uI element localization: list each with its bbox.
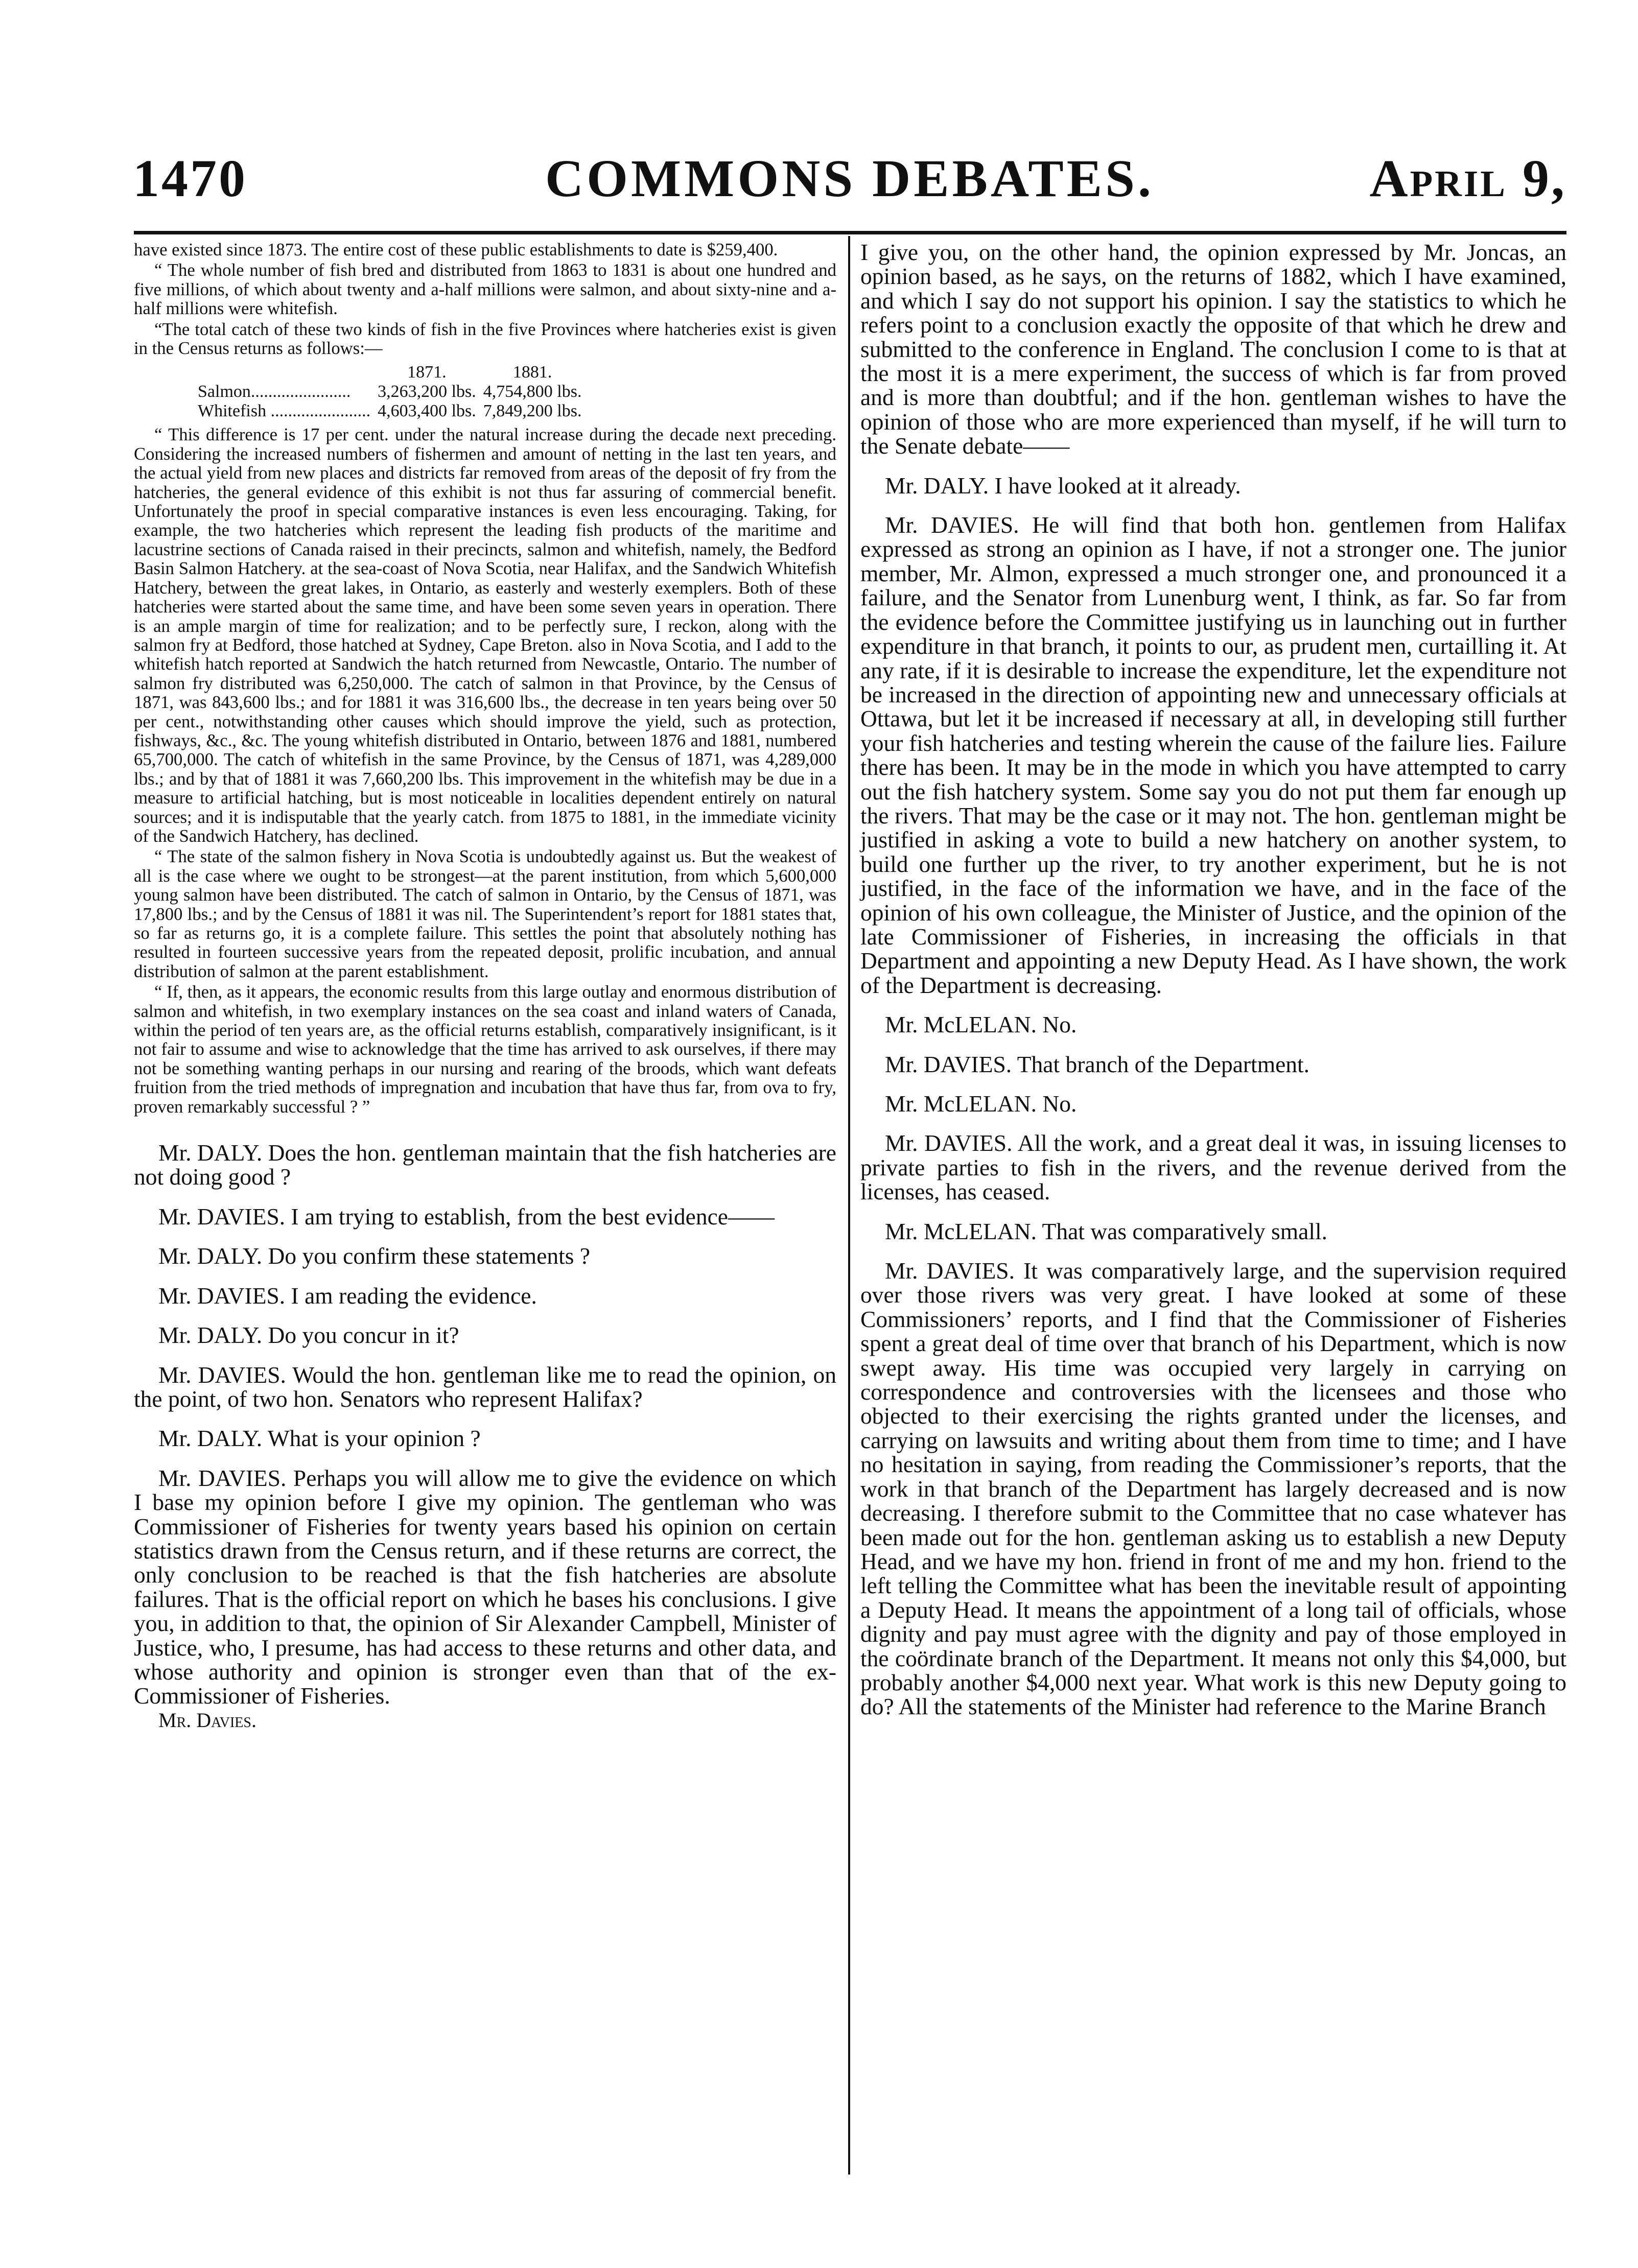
speech-paragraph: Mr. DALY. What is your opinion ? bbox=[158, 1425, 481, 1452]
quote-paragraph: “ The state of the salmon fishery in Nova Scotia is undoubtedly against us. But the weakest of all is the case where we ought to be strongest—at the parent institution, from which 5,600,000 young salmon have been distributed. The catch of salmon in Ontario, by the Census of 1871, was 17,800 lbs.; and by the Census of 1881 it was nil. The Superintendent’s report for 1881 states that, so far as returns go, it is a complete failure. This settles the point that absolutely nothing has resulted in fourteen successive years from the repeated deposit, prolific incubation, and annual distribution of salmon at the parent establishment. bbox=[134, 846, 836, 981]
speech-paragraph: Mr. DAVIES. I am reading the evidence. bbox=[158, 1282, 537, 1309]
row-value: 3,263,200 lbs. bbox=[378, 382, 476, 401]
header-rule bbox=[134, 231, 1566, 234]
column-divider bbox=[848, 236, 850, 2175]
debate-left bbox=[134, 1141, 836, 1732]
page-date: April 9, bbox=[1369, 149, 1566, 208]
table-row bbox=[198, 382, 589, 401]
row-label: Whitefish ....................... bbox=[198, 401, 371, 421]
row-label: Salmon....................... bbox=[198, 382, 351, 401]
debate-right bbox=[860, 240, 1566, 1719]
year-1881-header: 1881. bbox=[512, 363, 552, 382]
speech-paragraph: Mr. DAVIES. Would the hon. gentleman like me to read the opinion, on the point, of two hon. Senators who represent Halifax? bbox=[134, 1361, 836, 1412]
quote-paragraph: “The total catch of these two kinds of fish in the five Provinces where hatcheries exist is given in the Census returns as follows:— bbox=[134, 319, 836, 359]
quote-paragraph: “ The whole number of fish bred and distributed from 1863 to 1831 is about one hundred and five millions, of which about twenty and a-half millions were salmon, and about sixty-nine and a-half millions were whitefish. bbox=[134, 260, 836, 319]
page-number: 1470 bbox=[133, 149, 247, 208]
row-value: 7,849,200 lbs. bbox=[483, 401, 582, 421]
quoted-report bbox=[134, 240, 836, 1116]
quote-paragraph: have existed since 1873. The entire cost of these public establishments to date is $259,400. bbox=[134, 240, 778, 259]
quote-paragraph: “ If, then, as it appears, the economic results from this large outlay and enormous distribution of salmon and whitefish, in two exemplary instances on the sea coast and inland waters of Canada, within the period of ten years are, as the official returns establish, comparatively insignificant, is it not fair to assume and wise to acknowledge that the time has arrived to ask ourselves, if there may not be something wanting perhaps in our nursing and rearing of the broods, which want defeats fruition from the tried methods of impregnation and incubation that have thus far, from ova to fry, proven remarkably successful ? ” bbox=[134, 982, 836, 1117]
speech-paragraph: Mr. DAVIES. All the work, and a great deal it was, in issuing licenses to private parties to fish in the rivers, and the revenue derived from the licenses, has ceased. bbox=[860, 1130, 1566, 1205]
speech-paragraph: Mr. DALY. Do you concur in it? bbox=[158, 1322, 459, 1349]
speech-paragraph: Mr. McLELAN. That was comparatively small. bbox=[885, 1218, 1327, 1244]
speech-paragraph: Mr. DAVIES. That branch of the Department. bbox=[885, 1051, 1310, 1077]
left-column bbox=[134, 240, 836, 1732]
catch-table-header bbox=[198, 363, 589, 382]
catchword: Mr. Davies. bbox=[158, 1708, 256, 1732]
speech-paragraph: Mr. DAVIES. He will find that both hon. gentlemen from Halifax expressed as strong an opinion as I have, if not a stronger one. The junior member, Mr. Almon, expressed a much stronger one, and pronounced it a failure, and the Senator from Lunenburg went, I think, as far. So far from the evidence before the Committee justifying us in launching out in further expenditure in that branch, it points to our, as prudent men, curtailling it. At any rate, if it is desirable to increase the expenditure, let the expenditure not be increased in the direction of appointing new and unnecessary officials at Ottawa, but let it be increased if necessary at all, in developing still further your fish hatcheries and testing wherein the cause of the failure lies. Failure there has been. It may be in the mode in which you have attempted to carry out the fish hatchery system. Some say you do not put them far enough up the rivers. That may be the case or it may not. The hon. gentleman might be justified in asking a vote to build a new hatchery on another system, to build one further up the river, to try another experiment, but he is not justified, in the face of the information we have, and in the face of the opinion of his own colleague, the Minister of Justice, and the opinion of the late Commissioner of Fisheries, in increasing the officials in that Department and appointing a new Deputy Head. As I have shown, the work of the Department is decreasing. bbox=[860, 512, 1566, 998]
page-header bbox=[133, 148, 1566, 220]
speech-paragraph: Mr. McLELAN. No. bbox=[885, 1091, 1077, 1117]
row-value: 4,754,800 lbs. bbox=[483, 382, 582, 401]
page-title: COMMONS DEBATES. bbox=[545, 149, 1154, 208]
speech-paragraph: Mr. DALY. Does the hon. gentleman maintain that the fish hatcheries are not doing good ? bbox=[134, 1140, 836, 1190]
speech-paragraph: Mr. DAVIES. I am trying to establish, from the best evidence—— bbox=[158, 1203, 775, 1230]
speech-paragraph: Mr. McLELAN. No. bbox=[885, 1011, 1077, 1038]
catch-table bbox=[198, 363, 589, 421]
speech-paragraph: Mr. DAVIES. It was comparatively large, and the supervision required over those rivers was very great. I have looked at some of these Commissioners’ reports, and I find that the Commissioner of Fisheries spent a great deal of time over that branch of his Department, which is now swept away. His time was occupied very largely in carrying on correspondence and controversies with the licensees and those who objected to their exercising the rights granted under the licenses, and carrying on lawsuits and writing about them from time to time; and I have no hesitation in saying, from reading the Commissioner’s reports, that the work in that branch of the Department has largely decreased and is now decreasing. I therefore submit to the Committee that no case whatever has been made out for the hon. gentleman asking us to establish a new Deputy Head, and we have my hon. friend in front of me and my hon. friend to the left telling the Committee what has been the inevitable result of appointing a Deputy Head. It means the appointment of a long tail of officials, whose dignity and pay must agree with the dignity and pay of those employed in the coördinate branch of the Department. It means not only this $4,000, but probably another $4,000 next year. What work is this new Deputy going to do? All the statements of the Minister had reference to the Marine Branch bbox=[860, 1258, 1566, 1720]
speech-paragraph: Mr. DALY. Do you confirm these statements ? bbox=[158, 1243, 591, 1269]
quote-paragraph: “ This difference is 17 per cent. under the natural increase during the decade next preceding. Considering the increased numbers of fishermen and amount of netting in the last ten years, and the actual yield from new places and districts far removed from areas of the deposit of fry from the hatcheries, the general evidence of this exhibit is not thus far assuring of commercial benefit. Unfortunately the proof in special comparative instances is even less encouraging. Taking, for example, the two hatcheries which represent the leading fish products of the maritime and lacustrine sections of Canada raised in their precincts, salmon and whitefish, namely, the Bedford Basin Salmon Hatchery. at the sea-coast of Nova Scotia, near Halifax, and the Sandwich Whitefish Hatchery, between the great lakes, in Ontario, as easterly and westerly exemplers. Both of these hatcheries were started about the same time, and have been some seven years in operation. There is an ample margin of time for realization; and to be perfectly sure, I reckon, along with the salmon fry at Bedford, those hatched at Sydney, Cape Breton. also in Nova Scotia, and I add to the whitefish hatch reported at Sandwich the hatch returned from Newcastle, Ontario. The number of salmon fry distributed was 6,250,000. The catch of salmon in that Province, by the Census of 1871, was 843,600 lbs.; and for 1881 it was 316,600 lbs., the decrease in ten years being over 50 per cent., notwithstanding other causes which should improve the yield, such as protection, fishways, &c., &c. The young whitefish distributed in Ontario, between 1876 and 1881, numbered 65,700,000. The catch of whitefish in the same Province, by the Census of 1871, was 4,289,000 lbs.; and by that of 1881 it was 7,660,200 lbs. This improvement in the whitefish may be due in a measure to artificial hatching, but is most noticeable in localities dependent entirely on natural sources; and it is indisputable that the yearly catch. from 1875 to 1881, in the immediate vicinity of the Sandwich Hatchery, has declined. bbox=[134, 424, 836, 846]
table-row bbox=[198, 401, 589, 421]
speech-paragraph: I give you, on the other hand, the opinion expressed by Mr. Joncas, an opinion based, as he says, on the returns of 1882, which I have examined, and which I say do not support his opinion. I say the statistics to which he refers point to a conclusion exactly the opposite of that which he drew and submitted to the conference in England. The conclusion I come to is that at the most it is a mere experiment, the success of which is far from proved and is more than doubtful; and if the hon. gentleman wishes to have the opinion of those who are more experienced than myself, if he will turn to the Senate debate—— bbox=[860, 239, 1566, 459]
speech-paragraph: Mr. DAVIES. Perhaps you will allow me to give the evidence on which I base my opinion before I give my opinion. The gentleman who was Commissioner of Fisheries for twenty years based his opinion on certain statistics drawn from the Census return, and if these returns are correct, the only conclusion to be reached is that the fish hatcheries are absolute failures. That is the official report on which he bases his conclusions. I give you, in addition to that, the opinion of Sir Alexander Campbell, Minister of Justice, who, I presume, has had access to these returns and other data, and whose authority and opinion is stronger even than that of the ex-Commissioner of Fisheries. bbox=[134, 1464, 836, 1709]
right-column bbox=[860, 240, 1566, 1719]
speech-paragraph: Mr. DALY. I have looked at it already. bbox=[885, 472, 1241, 499]
year-1871-header: 1871. bbox=[407, 363, 447, 382]
row-value: 4,603,400 lbs. bbox=[378, 401, 476, 421]
